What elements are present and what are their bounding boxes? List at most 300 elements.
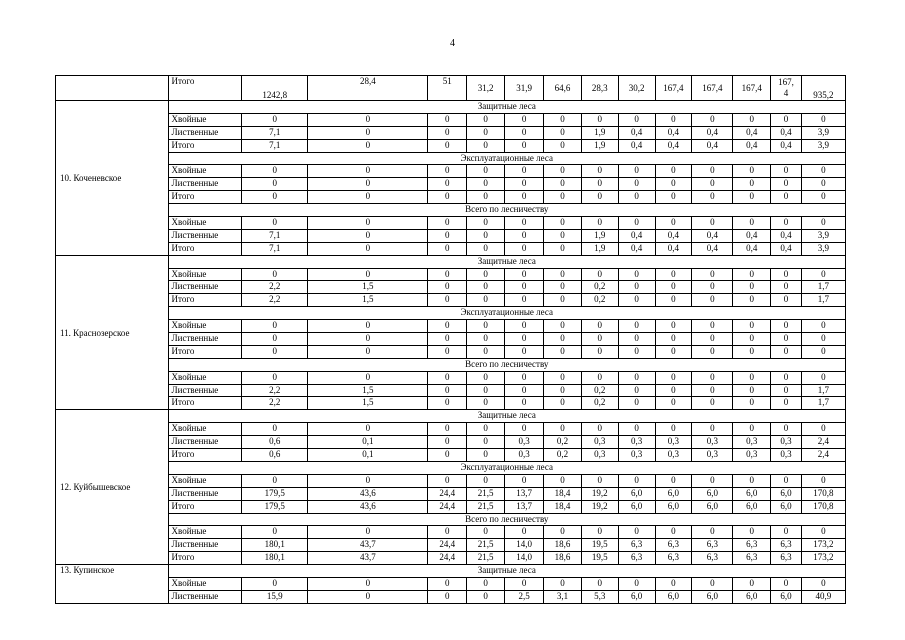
value-cell: 6,0 [733,487,771,500]
value-cell: 2,2 [242,397,308,410]
value-cell: 1242,8 [242,76,308,101]
table-row [56,165,846,178]
value-cell: 0 [618,474,655,487]
value-cell: 0,3 [618,449,655,462]
forest-data-table [55,75,846,604]
table-row [56,449,846,462]
value-cell: 180,1 [242,539,308,552]
value-cell: 3,9 [801,126,845,139]
value-cell: 2,4 [801,449,845,462]
value-cell: 51 [428,76,467,101]
value-cell: 0 [428,436,467,449]
value-cell: 0 [505,320,544,333]
value-cell: 0 [505,139,544,152]
value-cell: 6,0 [655,590,692,603]
value-cell: 179,5 [242,487,308,500]
value-cell: 0 [467,281,505,294]
value-cell: 0,3 [771,436,802,449]
value-cell: 43,7 [308,539,428,552]
value-cell: 0 [428,384,467,397]
value-cell: 0 [242,178,308,191]
table-row [56,552,846,565]
section-title: Защитные леса [168,565,845,578]
value-cell: 0 [308,229,428,242]
value-cell: 179,5 [242,500,308,513]
value-cell: 0 [771,191,802,204]
value-cell: 0 [505,577,544,590]
value-cell: 0,4 [771,229,802,242]
value-cell: 3,9 [801,229,845,242]
value-cell: 0 [771,577,802,590]
value-cell: 6,0 [655,487,692,500]
value-cell: 7,1 [242,126,308,139]
value-cell: 6,3 [655,552,692,565]
row-label: Итого [168,76,242,101]
value-cell: 0 [428,423,467,436]
value-cell: 6,3 [692,552,733,565]
value-cell: 0,1 [308,436,428,449]
value-cell: 0 [581,345,618,358]
value-cell: 0,3 [505,436,544,449]
district-name: 13. Купинское [56,565,169,604]
value-cell: 0,4 [618,126,655,139]
value-cell: 0 [655,345,692,358]
value-cell: 0,4 [733,126,771,139]
value-cell: 0 [242,268,308,281]
value-cell: 0 [733,165,771,178]
value-cell: 0 [505,268,544,281]
species-label: Хвойные [168,371,242,384]
value-cell: 0,6 [242,449,308,462]
value-cell: 0,4 [655,126,692,139]
value-cell: 0 [308,191,428,204]
value-cell: 24,4 [428,500,467,513]
value-cell: 6,0 [692,590,733,603]
value-cell: 0,4 [692,139,733,152]
value-cell: 167,4 [655,76,692,101]
value-cell: 0 [801,345,845,358]
value-cell: 0 [467,423,505,436]
value-cell: 0 [428,242,467,255]
value-cell: 0 [618,345,655,358]
value-cell: 0 [618,178,655,191]
table-row [56,487,846,500]
value-cell: 0 [692,333,733,346]
value-cell: 0 [733,384,771,397]
table-row [56,178,846,191]
value-cell: 0 [505,371,544,384]
value-cell: 0 [467,139,505,152]
value-cell: 0 [467,126,505,139]
value-cell: 0 [467,178,505,191]
value-cell: 170,8 [801,487,845,500]
value-cell: 2,4 [801,436,845,449]
value-cell: 0,3 [771,449,802,462]
value-cell: 0 [467,217,505,230]
table-row [56,139,846,152]
species-label: Итого [168,397,242,410]
value-cell: 0 [467,474,505,487]
value-cell: 1,7 [801,384,845,397]
value-cell: 0 [544,126,582,139]
value-cell: 0 [467,397,505,410]
value-cell: 0 [467,384,505,397]
value-cell: 0 [428,449,467,462]
section-header-row [56,255,846,268]
value-cell: 0 [505,474,544,487]
value-cell: 0 [308,345,428,358]
value-cell: 0 [505,165,544,178]
species-label: Итого [168,449,242,462]
section-title: Защитные леса [168,255,845,268]
value-cell: 0 [618,526,655,539]
value-cell: 0 [581,423,618,436]
value-cell: 0 [581,320,618,333]
value-cell: 24,4 [428,487,467,500]
value-cell: 0 [242,165,308,178]
value-cell: 19,5 [581,552,618,565]
value-cell: 0 [655,268,692,281]
section-header-row [56,513,846,526]
value-cell: 31,2 [467,76,505,101]
value-cell: 0 [692,268,733,281]
value-cell: 0,2 [544,436,582,449]
value-cell: 0 [467,268,505,281]
value-cell: 6,3 [618,539,655,552]
value-cell: 0 [733,191,771,204]
value-cell: 0 [618,371,655,384]
section-header-row [56,152,846,165]
value-cell: 0 [771,268,802,281]
value-cell: 0 [655,113,692,126]
value-cell: 0 [692,281,733,294]
value-cell: 0 [692,474,733,487]
value-cell: 0 [308,320,428,333]
value-cell: 0,2 [581,294,618,307]
value-cell: 0 [467,371,505,384]
species-label: Хвойные [168,113,242,126]
value-cell: 0 [467,526,505,539]
value-cell: 0,4 [692,242,733,255]
value-cell: 0 [618,281,655,294]
table-row [56,590,846,603]
value-cell: 13,7 [505,487,544,500]
value-cell: 6,0 [618,487,655,500]
value-cell: 0 [801,474,845,487]
value-cell: 6,3 [733,552,771,565]
value-cell: 0 [771,165,802,178]
value-cell: 0,4 [655,242,692,255]
value-cell: 0 [242,217,308,230]
value-cell: 40,9 [801,590,845,603]
table-row [56,436,846,449]
value-cell: 0 [467,242,505,255]
value-cell: 0,2 [581,281,618,294]
value-cell: 0 [467,449,505,462]
value-cell: 0 [428,294,467,307]
value-cell: 0 [544,139,582,152]
value-cell: 0 [692,217,733,230]
species-label: Итого [168,242,242,255]
value-cell: 0 [733,371,771,384]
value-cell: 0 [801,423,845,436]
value-cell: 0 [242,577,308,590]
table-row [56,577,846,590]
value-cell: 19,5 [581,539,618,552]
value-cell: 0 [242,320,308,333]
value-cell: 0 [692,191,733,204]
value-cell: 0,4 [771,126,802,139]
value-cell: 0 [655,294,692,307]
value-cell: 24,4 [428,552,467,565]
value-cell: 170,8 [801,500,845,513]
value-cell: 0 [428,333,467,346]
value-cell: 0 [801,165,845,178]
value-cell: 167, 4 [771,76,802,101]
value-cell: 0 [505,384,544,397]
value-cell: 0 [544,281,582,294]
section-title: Всего по лесничеству [168,513,845,526]
species-label: Итого [168,191,242,204]
table-row [56,500,846,513]
value-cell: 1,7 [801,397,845,410]
value-cell: 0 [242,526,308,539]
value-cell: 7,1 [242,242,308,255]
value-cell: 0 [544,345,582,358]
value-cell: 0 [505,126,544,139]
value-cell: 2,2 [242,294,308,307]
value-cell: 0 [505,294,544,307]
value-cell: 0 [581,165,618,178]
table-body [56,76,846,604]
value-cell: 0 [308,577,428,590]
value-cell: 43,6 [308,487,428,500]
value-cell: 0 [505,217,544,230]
value-cell: 0,4 [655,139,692,152]
species-label: Хвойные [168,268,242,281]
value-cell: 0 [771,474,802,487]
value-cell: 0 [618,191,655,204]
value-cell: 1,9 [581,126,618,139]
species-label: Хвойные [168,165,242,178]
value-cell: 0 [801,333,845,346]
value-cell: 0 [544,371,582,384]
value-cell: 0 [428,281,467,294]
value-cell: 6,3 [771,552,802,565]
value-cell: 0,4 [692,126,733,139]
value-cell: 1,5 [308,397,428,410]
value-cell: 0,3 [692,436,733,449]
value-cell: 0 [544,320,582,333]
value-cell: 6,3 [771,539,802,552]
value-cell: 0 [581,371,618,384]
value-cell: 6,3 [618,552,655,565]
table-row [56,229,846,242]
value-cell: 0,3 [733,436,771,449]
value-cell: 3,9 [801,139,845,152]
value-cell: 0 [308,113,428,126]
value-cell: 1,5 [308,294,428,307]
value-cell: 28,4 [308,76,428,101]
value-cell: 0 [581,178,618,191]
table-row [56,384,846,397]
value-cell: 0,3 [618,436,655,449]
value-cell: 0 [308,126,428,139]
table-row [56,320,846,333]
value-cell: 0 [655,474,692,487]
district-cell [56,76,169,101]
section-header-row [56,410,846,423]
value-cell: 0 [581,526,618,539]
value-cell: 0 [428,577,467,590]
value-cell: 0 [655,577,692,590]
district-name: 12. Куйбышевское [56,410,169,565]
value-cell: 0 [308,590,428,603]
value-cell: 0 [544,526,582,539]
value-cell: 0 [733,474,771,487]
value-cell: 0 [467,590,505,603]
value-cell: 0,6 [242,436,308,449]
value-cell: 0 [242,333,308,346]
section-header-row [56,461,846,474]
value-cell: 173,2 [801,539,845,552]
species-label: Лиственные [168,436,242,449]
value-cell: 6,0 [618,590,655,603]
value-cell: 0 [544,229,582,242]
species-label: Лиственные [168,384,242,397]
value-cell: 21,5 [467,539,505,552]
value-cell: 0,3 [692,449,733,462]
value-cell: 0 [655,178,692,191]
table-row [56,345,846,358]
species-label: Хвойные [168,320,242,333]
value-cell: 0 [544,397,582,410]
value-cell: 28,3 [581,76,618,101]
value-cell: 0 [801,577,845,590]
value-cell: 0 [505,191,544,204]
value-cell: 21,5 [467,500,505,513]
value-cell: 0 [505,229,544,242]
value-cell: 0 [655,191,692,204]
section-title: Защитные леса [168,410,845,423]
value-cell: 0 [655,165,692,178]
value-cell: 180,1 [242,552,308,565]
value-cell: 6,3 [733,539,771,552]
value-cell: 0 [733,113,771,126]
value-cell: 0 [467,294,505,307]
value-cell: 0 [308,139,428,152]
section-header-row [56,307,846,320]
value-cell: 6,3 [655,539,692,552]
species-label: Лиственные [168,229,242,242]
value-cell: 0 [428,217,467,230]
value-cell: 0 [618,268,655,281]
value-cell: 0 [544,333,582,346]
value-cell: 13,7 [505,500,544,513]
value-cell: 0 [692,294,733,307]
value-cell: 0 [581,577,618,590]
value-cell: 0 [733,577,771,590]
value-cell: 0 [428,474,467,487]
value-cell: 0 [467,165,505,178]
value-cell: 0 [467,577,505,590]
table-row [56,281,846,294]
species-label: Итого [168,139,242,152]
value-cell: 0 [467,436,505,449]
district-name: 11. Краснозерское [56,255,169,410]
value-cell: 0 [692,397,733,410]
species-label: Итого [168,294,242,307]
value-cell: 0,2 [581,397,618,410]
value-cell: 18,6 [544,539,582,552]
value-cell: 0 [692,526,733,539]
value-cell: 0 [655,397,692,410]
value-cell: 1,9 [581,229,618,242]
value-cell: 0 [733,217,771,230]
value-cell: 2,2 [242,281,308,294]
species-label: Хвойные [168,217,242,230]
value-cell: 6,0 [771,500,802,513]
value-cell: 0 [692,165,733,178]
value-cell: 0 [242,113,308,126]
value-cell: 0 [505,178,544,191]
value-cell: 0 [308,526,428,539]
value-cell: 0 [771,333,802,346]
value-cell: 6,0 [733,500,771,513]
value-cell: 0,4 [618,242,655,255]
value-cell: 0 [801,268,845,281]
value-cell: 0 [692,113,733,126]
value-cell: 0 [544,165,582,178]
value-cell: 0 [618,294,655,307]
section-header-row [56,358,846,371]
value-cell: 0 [428,526,467,539]
value-cell: 0 [655,423,692,436]
table-row [56,113,846,126]
value-cell: 0,4 [692,229,733,242]
value-cell: 0 [544,577,582,590]
value-cell: 935,2 [801,76,845,101]
species-label: Лиственные [168,539,242,552]
value-cell: 6,0 [692,487,733,500]
value-cell: 6,3 [692,539,733,552]
value-cell: 0 [771,113,802,126]
value-cell: 0 [692,345,733,358]
value-cell: 0 [467,345,505,358]
value-cell: 0 [428,320,467,333]
value-cell: 0 [771,423,802,436]
value-cell: 0 [428,191,467,204]
value-cell: 0 [428,165,467,178]
species-label: Лиственные [168,178,242,191]
value-cell: 0 [771,526,802,539]
value-cell: 0 [618,113,655,126]
table-row [56,294,846,307]
species-label: Хвойные [168,423,242,436]
value-cell: 0 [771,320,802,333]
section-title: Всего по лесничеству [168,204,845,217]
value-cell: 0,3 [581,449,618,462]
value-cell: 0 [801,178,845,191]
section-header-row [56,204,846,217]
value-cell: 21,5 [467,487,505,500]
section-header-row [56,101,846,114]
value-cell: 0 [428,229,467,242]
value-cell: 0 [505,526,544,539]
value-cell: 0 [771,217,802,230]
value-cell: 0 [544,294,582,307]
value-cell: 0 [692,371,733,384]
